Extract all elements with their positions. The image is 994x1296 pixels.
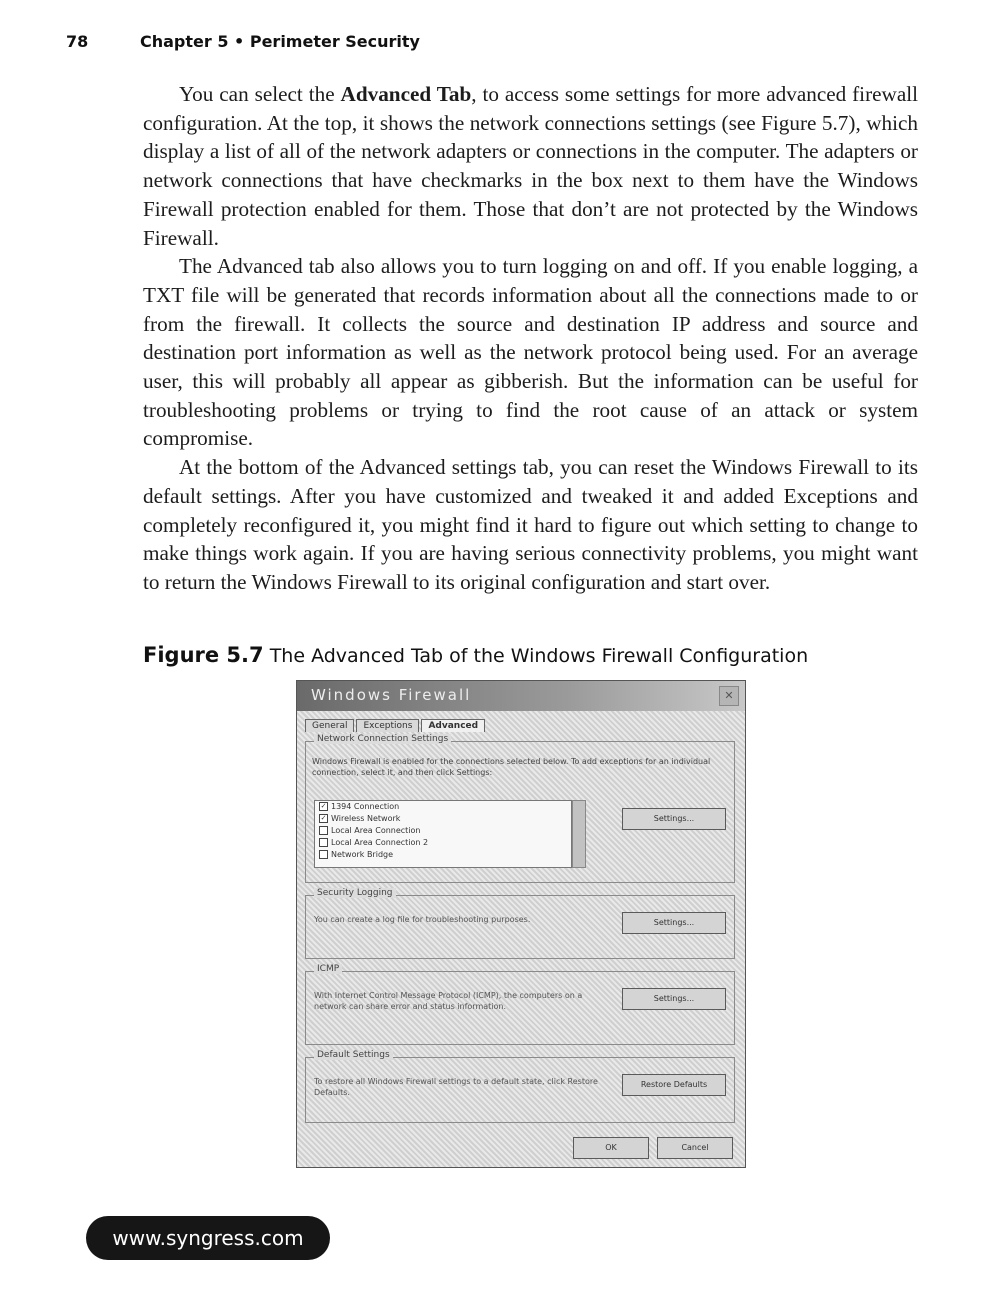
logging-description: You can create a log file for troubleshooting purposes. [314,915,531,924]
network-info-text: Windows Firewall is enabled for the connections selected below. To add exceptions for an individual connection, select it, and then click Settings: [312,757,711,777]
icmp-group-label: ICMP [314,964,342,974]
body-paragraph [143,80,918,252]
checkbox-icon [319,850,328,859]
network-connection-group [305,734,735,883]
window-title: Windows Firewall [311,686,472,704]
checkbox-icon [319,826,328,835]
paragraph-text: You can select the [179,82,341,106]
figure-caption-text: The Advanced Tab of the Windows Firewall Configuration [269,645,809,667]
default-group-label: Default Settings [314,1050,393,1060]
tab-strip [305,715,487,733]
page-number: 78 [66,32,89,51]
page-header [66,32,420,51]
connection-label: 1394 Connection [331,802,400,811]
connection-item [315,801,571,813]
body-paragraph [143,453,918,597]
network-group-label: Network Connection Settings [314,734,451,744]
tab-general: General [305,719,354,732]
logging-group-label: Security Logging [314,888,396,898]
icmp-description: With Internet Control Message Protocol (ICMP), the computers on a network can share error and status information. [314,991,583,1011]
default-settings-group [305,1050,735,1123]
default-description: To restore all Windows Firewall settings to a default state, click Restore Defaults. [314,1077,598,1097]
connection-label: Local Area Connection 2 [331,838,429,847]
checkbox-icon: ✓ [320,814,327,822]
connection-item [315,849,571,861]
icmp-settings-button: Settings... [622,988,726,1010]
body-text [143,80,918,597]
paragraph-text: , to access some settings for more advanced firewall configuration. At the top, it shows the network connections settings (see Figure 5.7), which display a list of all of the network adapters or connections in the computer. The adapters or network connections that have checkmarks in the box next to them have the Windows Firewall protection enabled for them. Those that don’t are not protected by the Windows Firewall. [143,82,919,250]
bold-term: Advanced Tab [340,82,472,106]
paragraph-text: At the bottom of the Advanced settings tab, you can reset the Windows Firewall to its default settings. After you have customized and tweaked it and added Exceptions and completely reconfigured it, you might find it hard to figure out which setting to change to make things work again. If you are having serious connectivity problems, you might want to return the Windows Firewall to its original configuration and start over. [143,455,918,594]
checkbox-icon [319,838,328,847]
footer-url: www.syngress.com [112,1226,304,1250]
footer-url-badge [86,1216,330,1260]
checkbox-icon: ✓ [320,802,327,810]
connection-label: Wireless Network [331,814,401,823]
figure-caption [143,643,808,667]
paragraph-text: The Advanced tab also allows you to turn logging on and off. If you enable logging, a TXT file will be generated that records information about all the connections made to or from the firewall. It collects the source and destination IP address and source and destination port information as well as the network protocol being used. For an average user, this will probably all appear as gibberish. But the information can be useful for troubleshooting problems or trying to find the root cause of an attack or system compromise. [143,254,918,451]
body-paragraph [143,252,918,453]
logging-settings-button: Settings... [622,912,726,934]
network-settings-button: Settings... [622,808,726,830]
tab-exceptions: Exceptions [356,719,419,732]
close-icon: ✕ [719,686,739,706]
connection-list [314,800,572,868]
connection-list-scrollbar [572,800,586,868]
connection-item [315,813,571,825]
cancel-button: Cancel [657,1137,733,1159]
connection-label: Local Area Connection [331,826,421,835]
figure-label: Figure 5.7 [143,643,264,667]
connection-label: Network Bridge [331,850,394,859]
window-titlebar [297,681,745,711]
tab-advanced: Advanced [421,719,485,732]
icmp-group [305,964,735,1045]
restore-defaults-button: Restore Defaults [622,1074,726,1096]
ok-button: OK [573,1137,649,1159]
connection-item [315,825,571,837]
connection-item [315,837,571,849]
running-title: Chapter 5 • Perimeter Security [140,32,420,51]
figure-screenshot [296,680,746,1168]
security-logging-group [305,888,735,959]
